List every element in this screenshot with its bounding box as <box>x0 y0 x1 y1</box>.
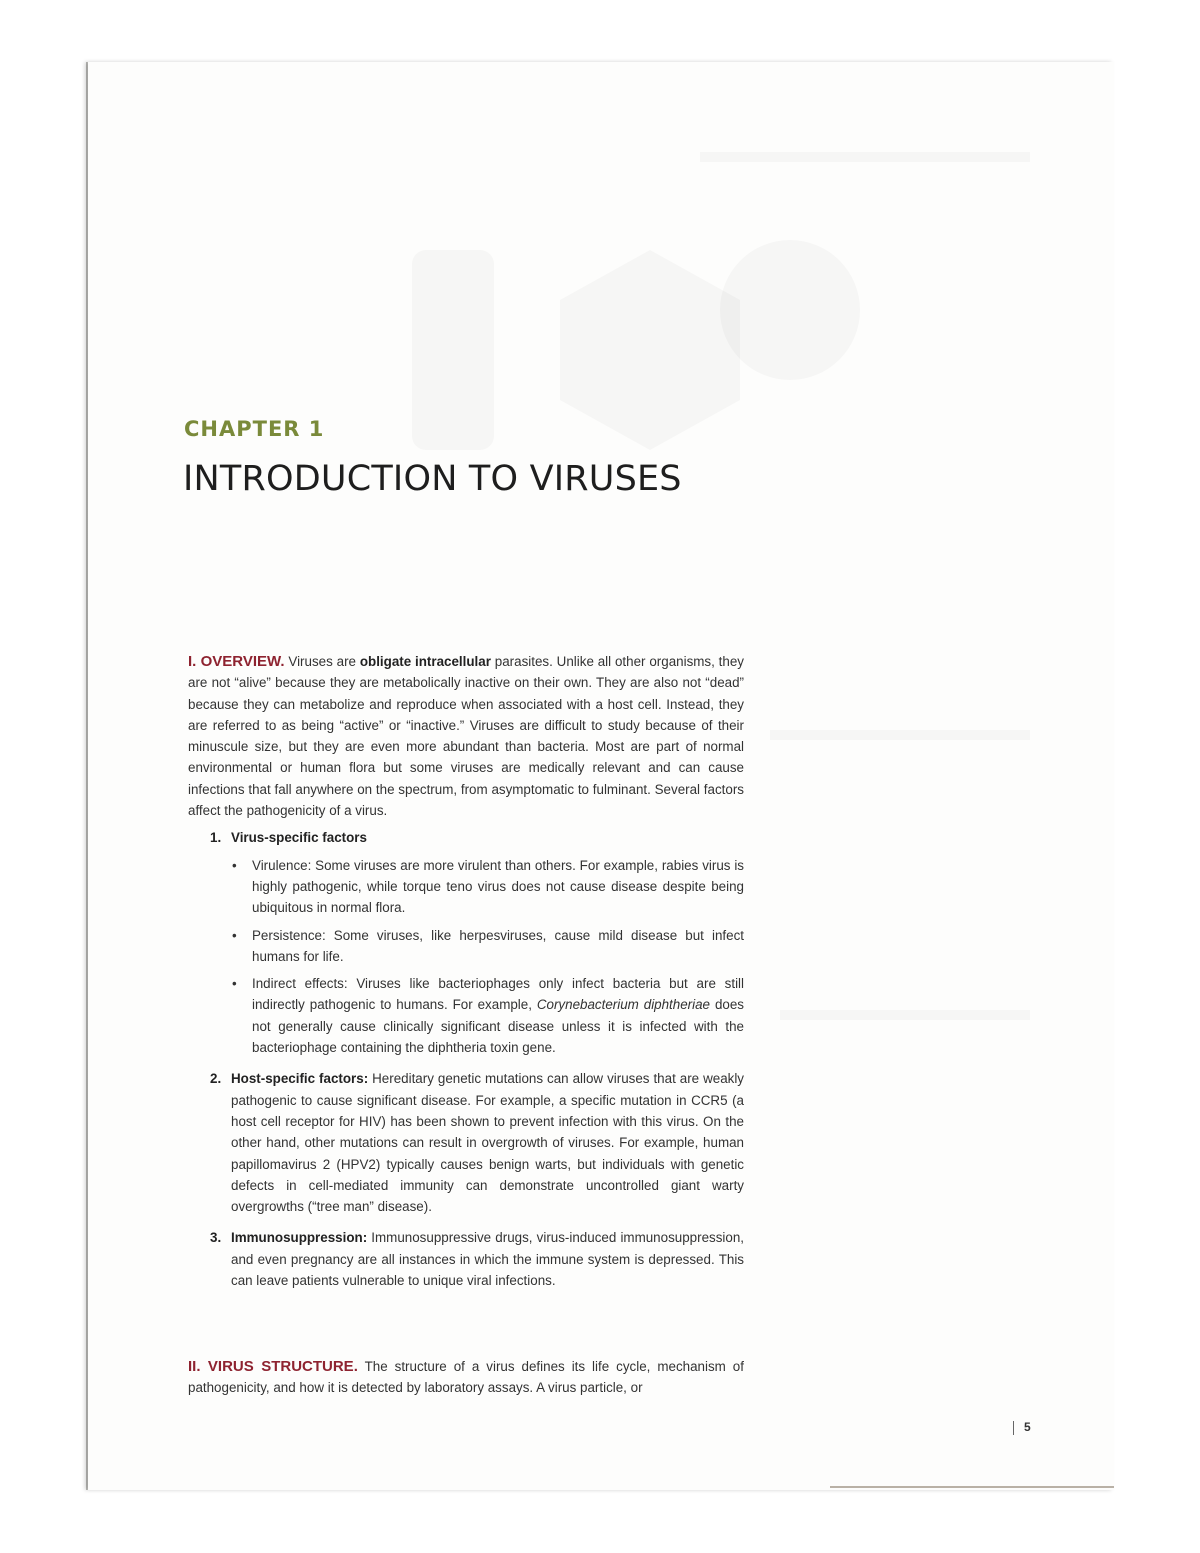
overview-heading: I. OVERVIEW. <box>188 653 285 670</box>
bleed-through-figure-rod <box>412 250 494 450</box>
structure-heading: II. VIRUS STRUCTURE. <box>188 1358 358 1375</box>
bleed-through-figure-circle <box>720 240 860 380</box>
factor-number: 2. <box>210 1071 222 1087</box>
overview-section <box>188 651 744 1301</box>
bullet-text: Persistence: Some viruses, like herpesviruses, cause mild disease but infect humans for life. <box>252 927 744 964</box>
factor-number: 1. <box>210 830 222 846</box>
page-number-divider <box>1013 1421 1014 1435</box>
structure-text: The structure of a virus defines its life cycle, mechanism of pathogenicity, and how it is detected by laboratory assays. A virus particle, or <box>188 1359 744 1396</box>
bullet-text: does not generally cause clinically significant disease unless it is infected with the bacteriophage containing the diphtheria toxin gene. <box>252 997 744 1056</box>
bullet-item <box>231 925 744 968</box>
chapter-title: INTRODUCTION TO VIRUSES <box>183 459 682 499</box>
factor-item <box>188 827 744 1058</box>
factor-number: 3. <box>210 1230 222 1246</box>
factor-title: Immunosuppression: <box>231 1230 368 1246</box>
bleed-through-text <box>700 152 1030 162</box>
bullet-dot: • <box>232 857 237 873</box>
factor-text: Hereditary genetic mutations can allow viruses that are weakly pathogenic to cause significant disease. For example, a specific mutation in CCR5 (a host cell receptor for HIV) has been shown to prevent infection with this virus. On the other hand, other mutations can result in overgrowth of viruses. For example, human papillomavirus 2 (HPV2) typically causes benign warts, but individuals with genetic defects in cell-mediated immunity can demonstrate uncontrolled giant warty overgrowths (“tree man” disease). <box>231 1071 745 1215</box>
bullet-item <box>231 973 744 1058</box>
bullet-text: Virulence: Some viruses are more virulent than others. For example, rabies virus is highly pathogenic, while torque teno virus does not cause disease despite being ubiquitous in normal flora. <box>252 857 744 916</box>
chapter-label: CHAPTER 1 <box>184 417 325 441</box>
bullet-italic-term: Corynebacterium diphtheriae <box>536 997 711 1013</box>
bullet-dot: • <box>232 927 237 943</box>
factor-bullet-list <box>231 855 744 1059</box>
factor-list <box>188 827 744 1291</box>
page-bottom-rule <box>830 1486 1114 1488</box>
factor-title: Host-specific factors: <box>231 1071 369 1087</box>
page-number <box>1013 1420 1031 1435</box>
overview-text: parasites. Unlike all other organisms, they are not “alive” because they are metabolically inactive on their own. They are also not “dead” because they can metabolize and reproduce when associated with a host cell. Instead, they are referred to as being “active” or “inactive.” Viruses are difficult to study because of their minuscule size, but they are even more abundant than bacteria. Most are part of normal environmental or human flora but some viruses are medically relevant and can cause infections that fall anywhere on the spectrum, from asymptomatic to fulminant. Several factors affect the pathogenicity of a virus. <box>188 654 744 819</box>
overview-bold-term: obligate intracellular <box>359 654 491 669</box>
overview-text: Viruses are <box>284 654 360 669</box>
factor-item <box>188 1227 744 1291</box>
page-number-value: 5 <box>1024 1420 1031 1434</box>
bleed-through-text <box>780 1010 1030 1020</box>
bleed-through-text <box>770 730 1030 740</box>
factor-title: Virus-specific factors <box>231 830 367 846</box>
structure-section <box>188 1356 744 1399</box>
factor-text: Immunosuppressive drugs, virus-induced immunosuppression, and even pregnancy are all instances in which the immune system is depressed. This can leave patients vulnerable to unique viral infections. <box>231 1230 744 1289</box>
bullet-dot: • <box>232 976 237 992</box>
overview-paragraph <box>188 651 744 821</box>
bullet-item <box>231 855 744 919</box>
factor-item <box>188 1068 744 1217</box>
bullet-text: Indirect effects: Viruses like bacteriophages only infect bacteria but are still indirectly pathogenic to humans. For example, <box>252 976 744 1013</box>
